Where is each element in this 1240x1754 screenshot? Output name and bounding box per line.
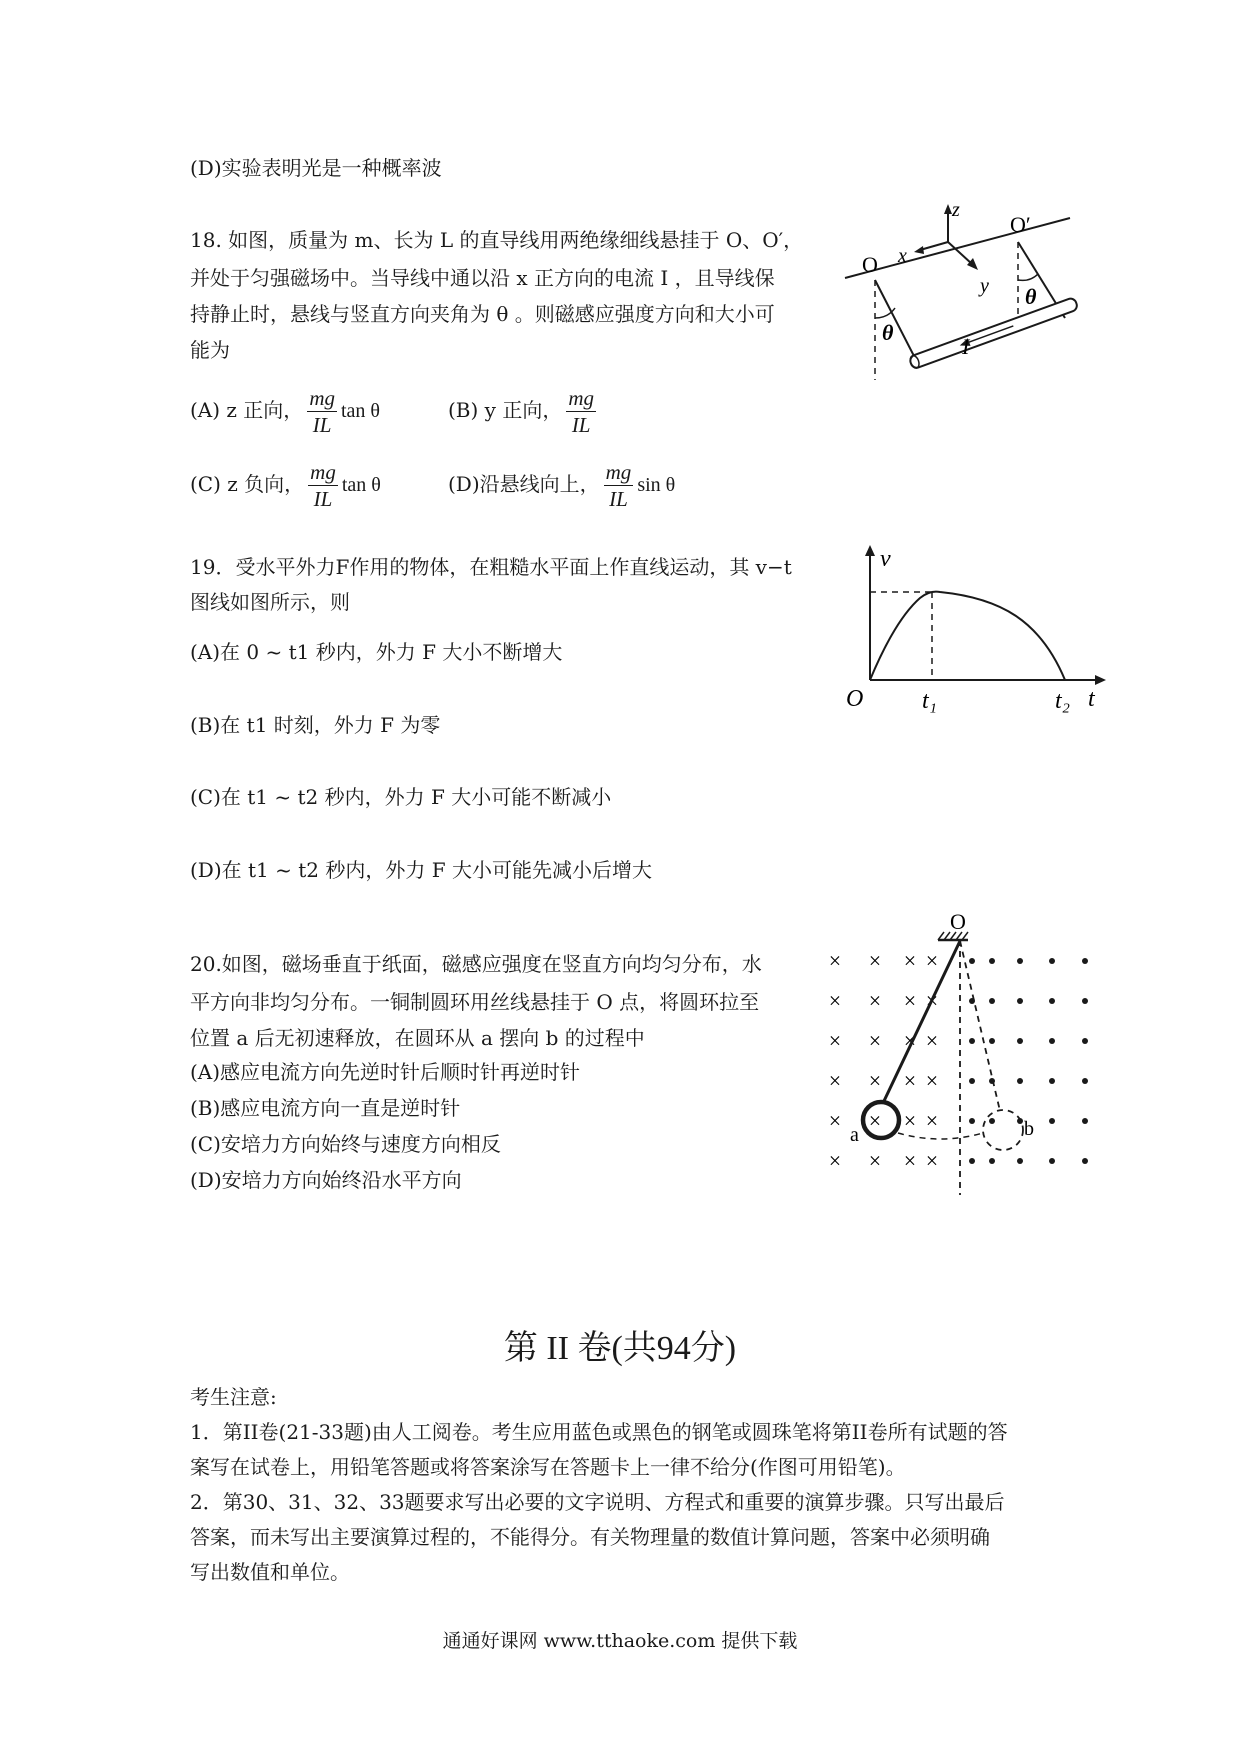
q19-fig-t-arrowhead	[1095, 675, 1106, 685]
q18-stem-line2: 并处于匀强磁场中。当导线中通以沿 x 正方向的电流 I ，且导线保	[190, 266, 775, 290]
q18-fig-support-line	[845, 218, 1070, 278]
field-cross-symbol: ×	[903, 988, 917, 1013]
q18-option-c-suffix: tan θ	[341, 474, 381, 496]
field-dot-symbol	[989, 1038, 995, 1044]
q19-option-d: (D)在 t1 ~ t2 秒内，外力 F 大小可能先减小后增大	[190, 858, 652, 882]
q18-fig-x-axis	[920, 242, 948, 250]
page-footer: 通通好课网 www.tthaoke.com 提供下载	[442, 1630, 798, 1652]
q19-option-c: (C)在 t1 ~ t2 秒内，外力 F 大小可能不断减小	[190, 785, 612, 809]
field-cross-symbol: ×	[925, 1028, 939, 1053]
q18-fig-label-Oprime: O′	[1010, 212, 1031, 237]
fraction-numerator: mg	[310, 460, 336, 484]
field-dot-symbol	[1017, 1078, 1023, 1084]
part2-note2-line1: 2．第30、31、32、33题要求写出必要的文字说明、方程式和重要的演算步骤。只写出最后	[190, 1490, 1005, 1514]
q18-option-a-prefix: (A) z 正向，	[190, 398, 304, 422]
q18-fig-angle-arc-right	[1018, 274, 1038, 280]
q18-option-b-prefix: (B) y 正向，	[448, 398, 563, 422]
field-dot-symbol	[1049, 958, 1055, 964]
fraction-numerator: mg	[309, 386, 335, 410]
part2-note1-line1: 1．第II卷(21-33题)由人工阅卷。考生应用蓝色或黑色的钢笔或圆珠笔将第II卷所有试题的答	[190, 1420, 1008, 1444]
q18-fig-label-theta-left: θ	[882, 320, 894, 345]
field-cross-symbol: ×	[925, 1148, 939, 1173]
q20-option-b: (B)感应电流方向一直是逆时针	[190, 1096, 461, 1120]
q19-option-a: (A)在 0 ~ t1 秒内，外力 F 大小不断增大	[190, 640, 563, 664]
q18-fig-label-z: z	[952, 200, 960, 221]
field-cross-symbol: ×	[868, 1028, 882, 1053]
field-cross-symbol: ×	[828, 948, 842, 973]
field-dot-symbol	[1049, 1038, 1055, 1044]
field-cross-symbol: ×	[868, 1148, 882, 1173]
q20-option-d: (D)安培力方向始终沿水平方向	[190, 1168, 462, 1192]
field-dot-symbol	[1017, 1038, 1023, 1044]
q18-option-b-fraction	[566, 387, 596, 436]
field-cross-symbol: ×	[903, 1148, 917, 1173]
field-dot-symbol	[1049, 998, 1055, 1004]
field-dot-symbol	[1082, 998, 1088, 1004]
q20-option-a: (A)感应电流方向先逆时针后顺时针再逆时针	[190, 1060, 581, 1084]
field-cross-symbol: ×	[828, 1148, 842, 1173]
field-cross-symbol: ×	[903, 948, 917, 973]
q20-fig-label-b: b	[1024, 1118, 1034, 1140]
q19-fig-v-arrowhead	[865, 545, 875, 556]
q18-fig-label-theta-right: θ	[1025, 284, 1037, 309]
q18-option-a-suffix: tan θ	[340, 400, 380, 422]
q18-option-c	[190, 456, 381, 513]
field-dot-symbol	[1017, 958, 1023, 964]
field-cross-symbol: ×	[925, 1108, 939, 1133]
q18-fig-rod	[909, 297, 1079, 369]
q20-fig-label-O: O	[950, 909, 966, 934]
field-dot-symbol	[1082, 1078, 1088, 1084]
q18-stem-line4: 能为	[190, 338, 230, 362]
q19-fig-vt-curve	[870, 592, 1065, 680]
q18-fig-label-x: x	[898, 245, 907, 267]
q18-option-d	[448, 456, 675, 513]
q18-stem-line1: 18. 如图，质量为 m、长为 L 的直导线用两绝缘细线悬挂于 O、O′，	[190, 228, 804, 252]
q18-fig-label-I: I	[962, 334, 970, 359]
field-dot-symbol	[1082, 1158, 1088, 1164]
q18-stem-line3: 持静止时，悬线与竖直方向夹角为 θ 。则磁感应强度方向和大小可	[190, 302, 775, 326]
field-cross-symbol: ×	[903, 1068, 917, 1093]
fraction-numerator: mg	[605, 460, 632, 484]
field-cross-symbol: ×	[868, 948, 882, 973]
field-cross-symbol: ×	[868, 1108, 882, 1133]
field-dot-symbol	[989, 958, 995, 964]
q19-figure	[840, 540, 1110, 720]
field-cross-symbol: ×	[925, 1068, 939, 1093]
q19-stem-line1: 19．受水平外力F作用的物体，在粗糙水平面上作直线运动，其 v−t	[190, 555, 792, 579]
q18-option-a-fraction	[307, 387, 337, 436]
q20-fig-swing-path	[898, 1133, 983, 1139]
q18-fig-z-arrowhead	[944, 204, 952, 214]
field-dot-symbol	[1082, 958, 1088, 964]
q19-fig-label-t: t	[1088, 686, 1095, 712]
q19-stem-line2: 图线如图所示，则	[190, 590, 350, 614]
fraction-denominator: IL	[313, 487, 333, 511]
field-dot-symbol	[1082, 1118, 1088, 1124]
q18-fig-label-O: O	[862, 252, 878, 277]
field-cross-symbol: ×	[903, 1108, 917, 1133]
q20-fig-label-a: a	[850, 1124, 859, 1146]
q19-fig-label-O: O	[846, 686, 864, 712]
q19-option-b: (B)在 t1 时刻，外力 F 为零	[190, 713, 441, 737]
field-dot-symbol	[989, 1158, 995, 1164]
fraction-denominator: IL	[609, 487, 628, 511]
field-dot-symbol	[1082, 1038, 1088, 1044]
field-cross-symbol: ×	[925, 948, 939, 973]
part2-notice-heading: 考生注意:	[190, 1385, 277, 1409]
q20-stem-line1: 20.如图，磁场垂直于纸面，磁感应强度在竖直方向均匀分布，水	[190, 952, 762, 976]
part2-note1-line2: 案写在试卷上，用铅笔答题或将答案涂写在答题卡上一律不给分(作图可用铅笔)。	[190, 1455, 906, 1479]
fraction-denominator: IL	[571, 413, 591, 437]
field-cross-symbol: ×	[828, 988, 842, 1013]
q20-fig-field-symbols	[829, 948, 1088, 1173]
field-dot-symbol	[1017, 1158, 1023, 1164]
field-cross-symbol: ×	[828, 1108, 842, 1133]
field-dot-symbol	[969, 1078, 975, 1084]
field-cross-symbol: ×	[828, 1068, 842, 1093]
q18-option-a	[190, 382, 380, 439]
field-dot-symbol	[969, 1038, 975, 1044]
q20-stem-line2: 平方向非均匀分布。一铜制圆环用丝线悬挂于 O 点，将圆环拉至	[190, 990, 760, 1014]
field-dot-symbol	[969, 958, 975, 964]
part2-note2-line2: 答案，而未写出主要演算过程的，不能得分。有关物理量的数值计算问题，答案中必须明确	[190, 1525, 990, 1549]
q18-option-d-prefix: (D)沿悬线向上，	[448, 472, 600, 496]
q18-option-d-fraction	[604, 461, 634, 510]
field-dot-symbol	[1049, 1118, 1055, 1124]
field-dot-symbol	[1017, 998, 1023, 1004]
q18-fig-label-y: y	[980, 275, 989, 297]
field-dot-symbol	[969, 1158, 975, 1164]
q17-option-d: (D)实验表明光是一种概率波	[190, 156, 442, 180]
q19-fig-label-t2: t₂	[1055, 688, 1071, 714]
q18-option-c-prefix: (C) z 负向，	[190, 472, 305, 496]
fraction-numerator: mg	[568, 386, 594, 410]
q20-fig-string-dashed	[960, 941, 1000, 1111]
field-dot-symbol	[1049, 1158, 1055, 1164]
fraction-denominator: IL	[312, 413, 332, 437]
q18-figure	[840, 200, 1100, 400]
part2-note2-line3: 写出数值和单位。	[190, 1560, 350, 1584]
field-cross-symbol: ×	[868, 988, 882, 1013]
q18-option-c-fraction	[308, 461, 338, 510]
q18-option-d-suffix: sin θ	[637, 474, 676, 496]
field-cross-symbol: ×	[868, 1068, 882, 1093]
q18-fig-x-arrowhead	[914, 246, 924, 254]
q19-fig-label-v: v	[880, 546, 891, 572]
q20-figure	[820, 905, 1100, 1205]
field-dot-symbol	[989, 998, 995, 1004]
q20-stem-line3: 位置 a 后无初速释放，在圆环从 a 摆向 b 的过程中	[190, 1026, 645, 1050]
q20-fig-string	[884, 941, 960, 1101]
q18-option-b	[448, 382, 600, 438]
q20-fig-ring-b	[983, 1110, 1023, 1150]
q20-option-c: (C)安培力方向始终与速度方向相反	[190, 1132, 501, 1156]
field-dot-symbol	[1049, 1078, 1055, 1084]
field-dot-symbol	[969, 1118, 975, 1124]
q19-fig-label-t1: t₁	[922, 688, 938, 714]
field-cross-symbol: ×	[828, 1028, 842, 1053]
part2-title: 第 II 卷(共94分)	[503, 1330, 737, 1367]
q18-fig-thread-left	[875, 280, 915, 358]
field-cross-symbol: ×	[925, 988, 939, 1013]
field-dot-symbol	[989, 1118, 995, 1124]
field-cross-symbol: ×	[903, 1028, 917, 1053]
